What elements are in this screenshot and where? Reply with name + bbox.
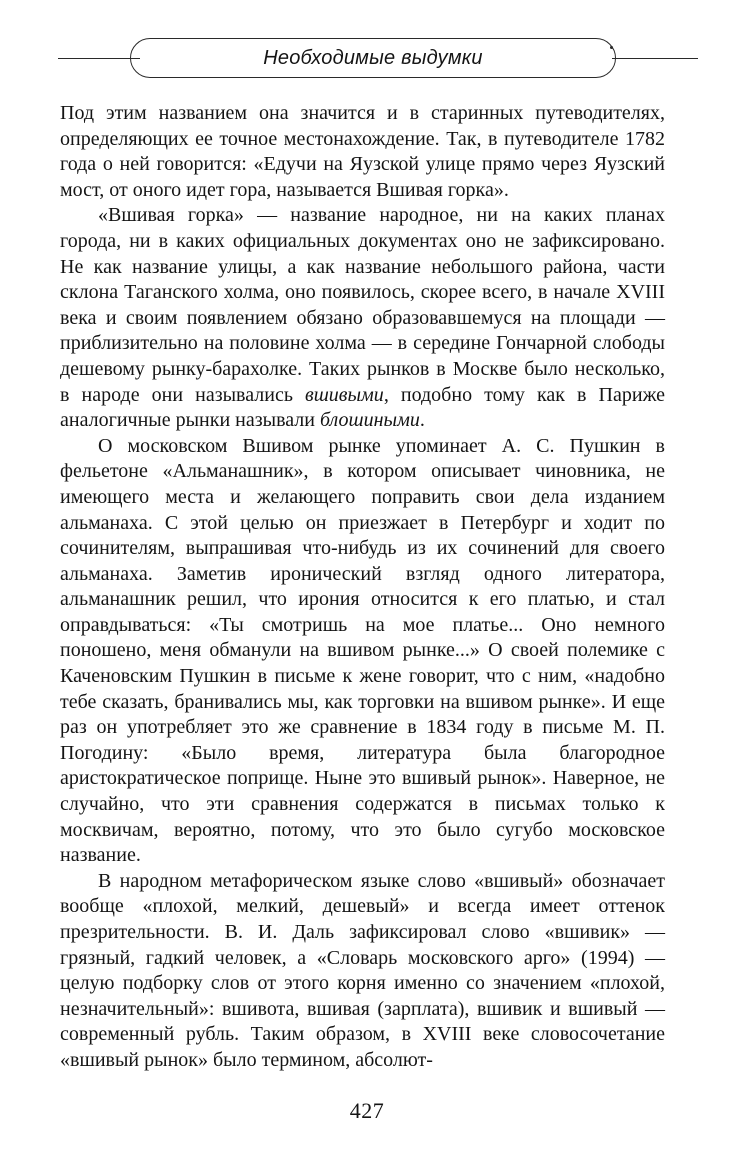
text-segment: , подобно тому как в Париже аналогичные рынки называли: [60, 383, 665, 432]
paragraph: [60, 101, 665, 203]
paragraph: [60, 203, 665, 433]
header-dot: [610, 46, 613, 49]
body-text: [60, 101, 665, 1074]
header-title: Необходимые выдумки: [130, 38, 616, 78]
paragraph: [60, 434, 665, 869]
text-segment: О московском Вшивом рынке упоминает А. С. Пушкин в фельетоне «Альманашник», в котором описывает чиновника, не имеющего места и желающего поправить свои дела изданием альманаха. С этой целью он приезжает в Петербург и ходит по сочинителям, выпрашивая что-нибудь из их сочинений для своего альманаха. Заметив иронический взгляд одного литератора, альманашник решил, что ирония относится к его платью, и стал оправдываться: «Ты смотришь на мое платье... Оно немного поношено, меня обманули на вшивом рынке...» О своей полемике с Каченовским Пушкин в письме к жене говорит, что с ним, «надобно тебе сказать, бранивались мы, как торговки на вшивом рынке». И еще раз он употребляет это же сравнение в 1834 году в письме М. П. Погодину: «Было время, литература была благородное аристократическое поприще. Ныне это вшивый рынок». Наверное, не случайно, что эти сравнения содержатся в письмах только к москвичам, вероятно, потому, что это было сугубо московское название.: [60, 434, 665, 867]
header-rule-left: [58, 58, 140, 59]
text-segment: Под этим названием она значится и в старинных путеводителях, определяющих ее точное местонахождение. Так, в путеводителе 1782 года о ней говорится: «Едучи на Яузской улице прямо через Яузский мост, от оного идет гора, называется Вшивая горка».: [60, 102, 665, 201]
italic-term: блошиными: [320, 409, 420, 432]
text-segment: В народном метафорическом языке слово «вшивый» обозначает вообще «плохой, мелкий, дешевый» и всегда имеет оттенок презрительности. В. И. Даль зафиксировал слово «вшивик» — грязный, гадкий человек, а «Словарь московского арго» (1994) — целую подборку слов от этого корня именно со значением «плохой, незначительный»: вшивота, вшивая (зарплата), вшивик и вшивый — современный рубль. Таким образом, в XVIII веке словосочетание «вшивый рынок» было термином, абсолют-: [60, 869, 665, 1071]
paragraph: [60, 869, 665, 1074]
text-segment: .: [419, 409, 425, 432]
page-number: 427: [349, 1098, 385, 1123]
running-header: [58, 38, 698, 80]
text-segment: «Вшивая горка» — название народное, ни на каких планах города, ни в каких официальных документах оно не зафиксировано. Не как название улицы, а как название небольшого района, части склона Таганского холма, оно появилось, скорее всего, в начале XVIII века и своим появлением обязано образовавшемуся на площади — приблизительно на половине холма — в середине Гончарной слободы дешевому рынку-барахолке. Таких рынков в Москве было несколько, в народе они назывались: [60, 204, 665, 406]
header-rule-right: [612, 58, 698, 59]
italic-term: вшивыми: [305, 383, 384, 406]
